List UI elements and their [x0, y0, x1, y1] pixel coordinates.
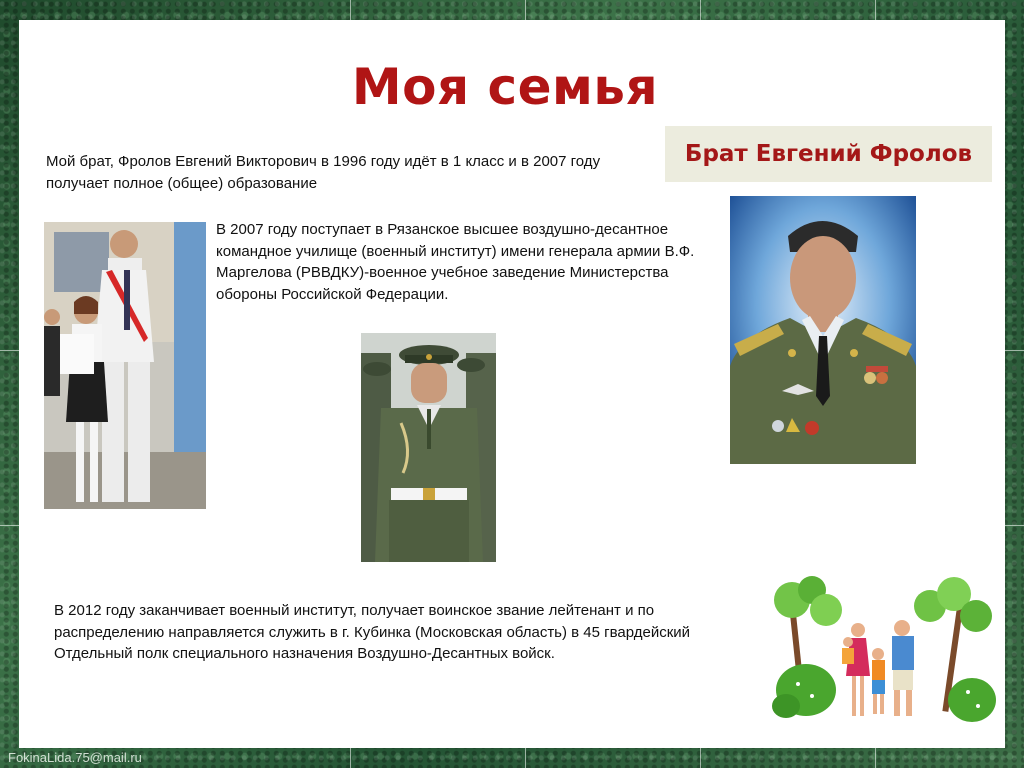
- background-grid-line: [350, 0, 351, 20]
- background-grid-line: [0, 350, 19, 351]
- background-grid-line: [1005, 350, 1024, 351]
- paragraph-service: В 2012 году заканчивает военный институт, получает воинское звание лейтенант и по распределению направляется служить в г. Кубинка (Московская область) в 45 гвардейский Отдельный полк специального назначения Воздушно-Десантных войск.: [54, 602, 691, 662]
- background-grid-line: [875, 0, 876, 20]
- background-grid-line: [1005, 525, 1024, 526]
- background-grid-line: [525, 748, 526, 768]
- cadet-photo: [361, 333, 496, 562]
- name-caption-text: Брат Евгений Фролов: [684, 141, 973, 167]
- background-grid-line: [700, 748, 701, 768]
- officer-portrait-photo: [730, 196, 916, 464]
- slide-title: Моя семья: [351, 58, 659, 116]
- paragraph-academy: В 2007 году поступает в Рязанское высшее воздушно-десантное командное училище (военный институт) имени генерала армии В.Ф. Маргелова (РВВДКУ)-военное учебное заведение Министерства обороны Российской Федерации.: [216, 221, 695, 303]
- background-grid-line: [700, 0, 701, 20]
- name-caption-box: [665, 126, 992, 182]
- paragraph-school: Мой брат, Фролов Евгений Викторович в 1996 году идёт в 1 класс и в 2007 году получает полное (общее) образование: [46, 153, 601, 192]
- background-grid-line: [525, 0, 526, 20]
- footer-email: FokinaLida.75@mail.ru: [8, 750, 142, 765]
- background-grid-line: [875, 748, 876, 768]
- background-grid-line: [350, 748, 351, 768]
- background-grid-line: [0, 525, 19, 526]
- graduation-photo: [44, 222, 206, 509]
- family-trees-clipart: [772, 572, 998, 740]
